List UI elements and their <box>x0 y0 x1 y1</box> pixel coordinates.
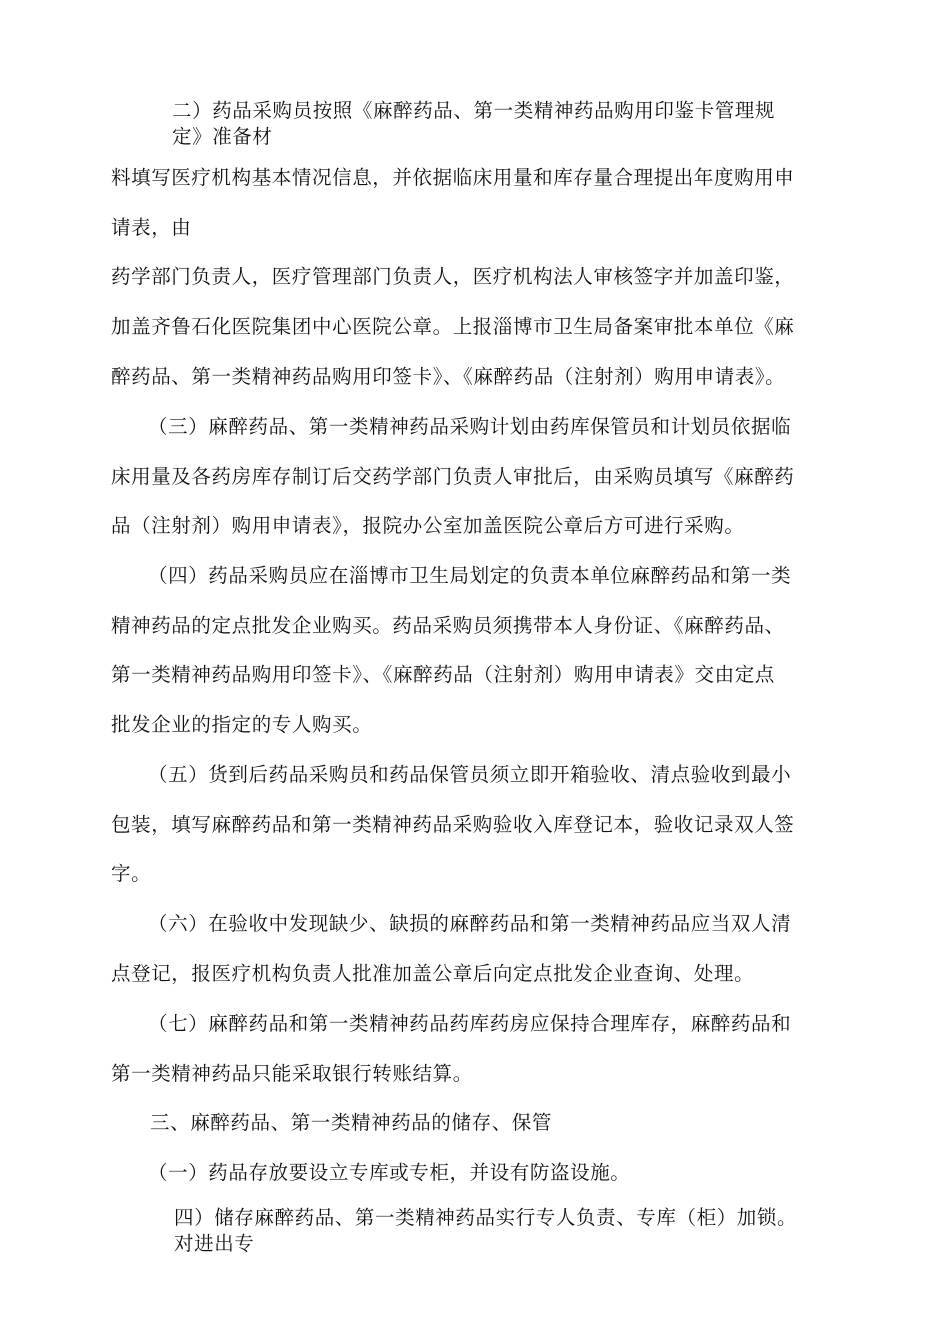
section-heading: 三、麻醉药品、第一类精神药品的储存、保管 <box>150 1111 553 1134</box>
text-line: 品（注射剂）购用申请表》，报院办公室加盖医院公章后方可进行采购。 <box>111 514 745 537</box>
paragraph-four-hanging <box>174 1205 797 1257</box>
paragraph-five-start: （五）货到后药品采购员和药品保管员须立即开箱验收、清点验收到最小 <box>148 763 792 786</box>
text-line: 第一类精神药品购用印签卡》、《麻醉药品（注射剂）购用申请表》交由定点 <box>111 663 775 686</box>
paragraph-one-start: （一）药品存放要设立专库或专柜，并设有防盗设施。 <box>148 1161 631 1184</box>
text-line: 床用量及各药房库存制订后交药学部门负责人审批后，由采购员填写《麻醉药 <box>111 465 795 488</box>
text-line: 第一类精神药品只能采取银行转账结算。 <box>111 1062 473 1085</box>
text-line: 批发企业的指定的专人购买。 <box>111 713 373 736</box>
text-line: 定》准备材 <box>172 125 273 148</box>
text-line: 包装，填写麻醉药品和第一类精神药品采购验收入库登记本，验收记录双人签 <box>111 813 795 836</box>
paragraph-two-hanging <box>172 98 775 150</box>
paragraph-three-start: （三）麻醉药品、第一类精神药品采购计划由药库保管员和计划员依据临 <box>148 415 792 438</box>
text-line: 点登记，报医疗机构负责人批准加盖公章后向定点批发企业查询、处理。 <box>111 962 755 985</box>
text-line: 字。 <box>111 862 152 885</box>
paragraph-seven-start: （七）麻醉药品和第一类精神药品药库药房应保持合理库存，麻醉药品和 <box>148 1012 792 1035</box>
text-line: 二）药品采购员按照《麻醉药品、第一类精神药品购用印鉴卡管理规 <box>172 99 776 122</box>
text-line: 加盖齐鲁石化医院集团中心医院公章。上报淄博市卫生局备案审批本单位《麻 <box>111 315 795 338</box>
text-line: 对进出专 <box>174 1232 255 1255</box>
text-line: 药学部门负责人，医疗管理部门负责人，医疗机构法人审核签字并加盖印鉴， <box>111 265 795 288</box>
text-line: 醉药品、第一类精神药品购用印签卡》、《麻醉药品（注射剂）购用申请表》。 <box>111 365 786 388</box>
text-line: 四）储存麻醉药品、第一类精神药品实行专人负责、专库（柜）加锁。 <box>174 1206 798 1229</box>
paragraph-four-start: （四）药品采购员应在淄博市卫生局划定的负责本单位麻醉药品和第一类 <box>148 564 792 587</box>
text-line: 请表，由 <box>111 216 192 239</box>
text-line: 料填写医疗机构基本情况信息，并依据临床用量和库存量合理提出年度购用申 <box>111 166 795 189</box>
text-line: 精神药品的定点批发企业购买。药品采购员须携带本人身份证、《麻醉药品、 <box>111 614 785 637</box>
paragraph-six-start: （六）在验收中发现缺少、缺损的麻醉药品和第一类精神药品应当双人清 <box>148 912 792 935</box>
